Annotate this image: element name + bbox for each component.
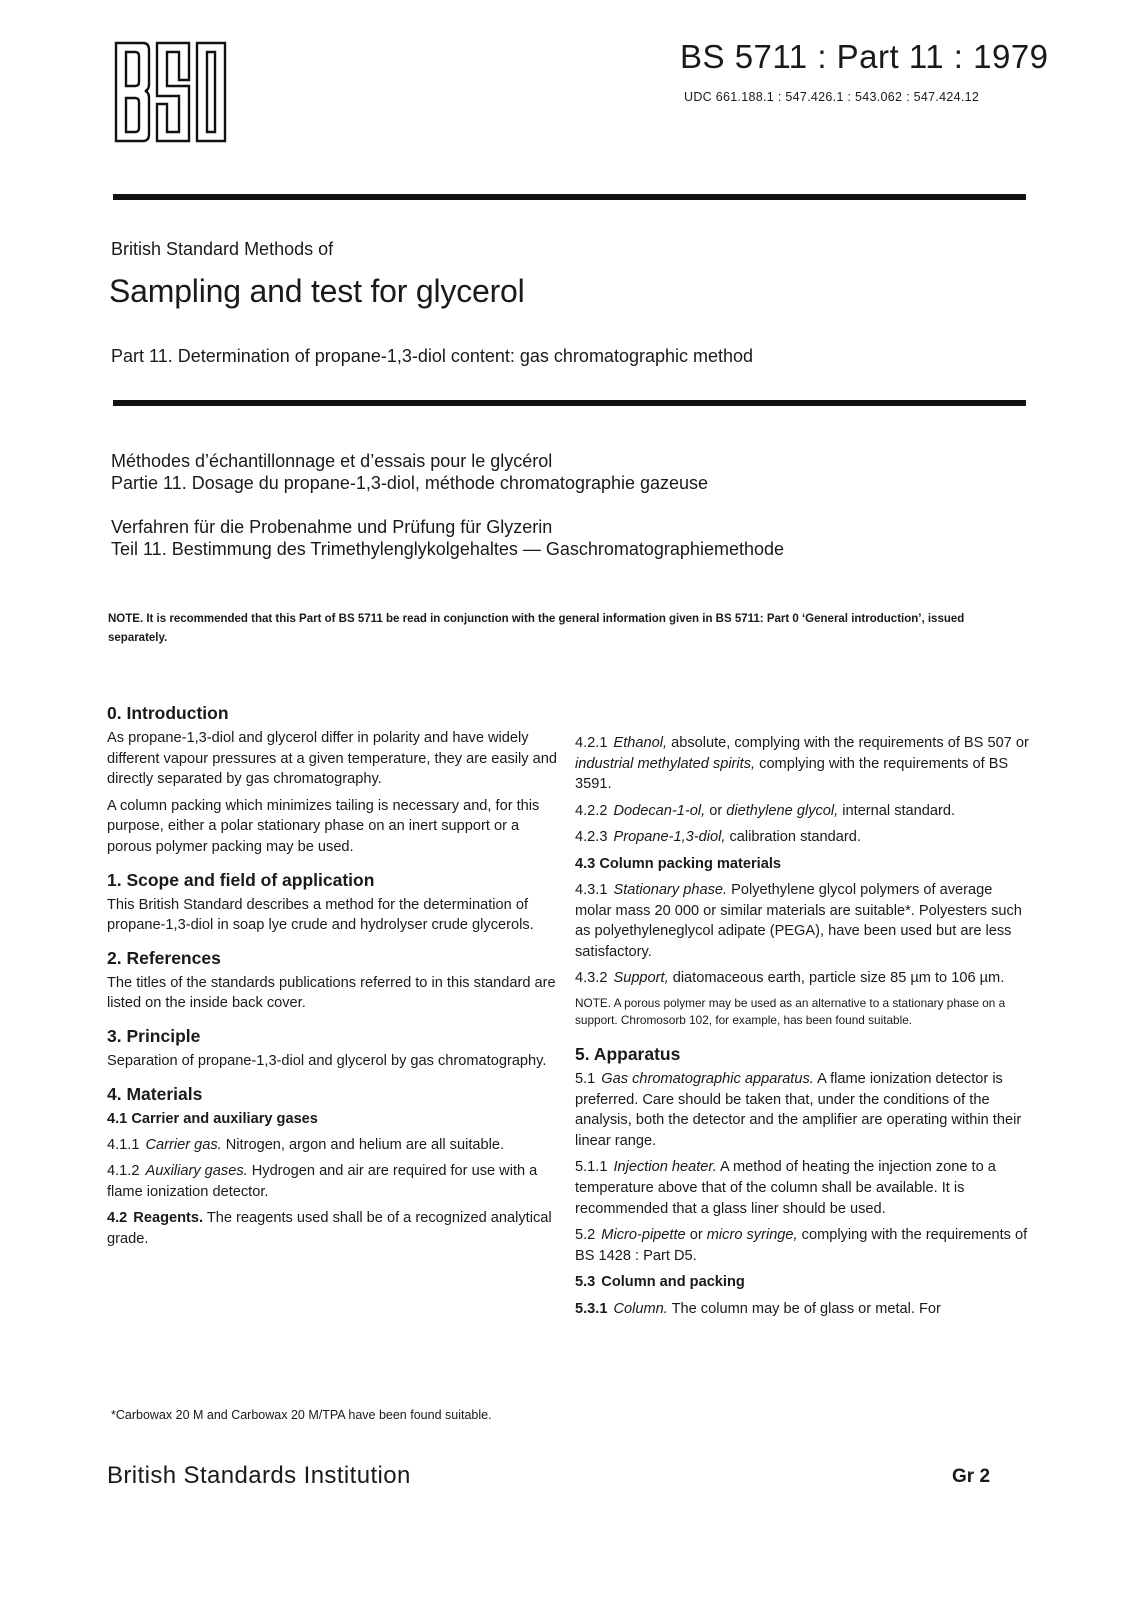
clause-note: NOTE. A porous polymer may be used as an alternative to a stationary phase on a support. Chromosorb 102, for example, has been found suitable. xyxy=(575,995,1006,1027)
paragraph: Separation of propane-1,3-diol and glycerol by gas chromatography. xyxy=(107,1052,547,1069)
paragraph: A column packing which minimizes tailing is necessary and, for this purpose, either a polar stationary phase on an inert support or a porous polymer packing may be used. xyxy=(107,797,540,855)
footnote: *Carbowax 20 M and Carbowax 20 M/TPA have been found suitable. xyxy=(111,1408,492,1422)
clause-4-1-1: 4.1.1 Carrier gas. Nitrogen, argon and helium are all suitable. xyxy=(107,1136,505,1153)
clause-4-2-3: 4.2.3 Propane-1,3-diol, calibration standard. xyxy=(575,829,861,846)
part-title: Part 11. Determination of propane-1,3-diol content: gas chromatographic method xyxy=(111,346,754,366)
clause-heading: 4.3 Column packing materials xyxy=(575,855,782,872)
price-group: Gr 2 xyxy=(952,1466,991,1487)
section-heading: 5. Apparatus xyxy=(575,1043,681,1064)
clause-4-2: 4.2 Reagents. The reagents used shall be of a recognized analytical grade. xyxy=(107,1210,552,1247)
section-introduction xyxy=(107,702,562,858)
section-scope xyxy=(107,869,562,936)
paragraph: This British Standard describes a method for the determination of propane-1,3-diol in soap lye crude and hydrolyser crude glycerols. xyxy=(107,896,534,934)
title-kicker: British Standard Methods of xyxy=(111,239,334,259)
bsi-logo-mark xyxy=(113,40,229,144)
right-column xyxy=(575,733,1030,1325)
french-title: Méthodes d’échantillonnage et d’essais pour le glycérol xyxy=(111,451,553,471)
clause-5-3-1: 5.3.1 Column. The column may be of glass or metal. For xyxy=(575,1300,941,1317)
section-heading: 1. Scope and field of application xyxy=(107,869,375,890)
left-column xyxy=(107,702,562,1261)
bsi-logo xyxy=(113,40,229,144)
clause-4-2-1: 4.2.1 Ethanol, absolute, complying with the requirements of BS 507 or industrial methylated spirits, complying with the requirements of BS 3591. xyxy=(575,735,1029,793)
clause-5-2: 5.2 Micro-pipette or micro syringe, complying with the requirements of BS 1428 : Part D5. xyxy=(575,1227,1028,1264)
german-title: Verfahren für die Probenahme und Prüfung für Glyzerin xyxy=(111,517,553,537)
divider-top xyxy=(113,194,1026,200)
clause-heading: 4.1 Carrier and auxiliary gases xyxy=(107,1110,318,1127)
footer-organisation: British Standards Institution xyxy=(107,1462,411,1489)
divider-bottom xyxy=(113,400,1026,406)
german-part: Teil 11. Bestimmung des Trimethylenglykolgehaltes — Gaschromatographiemethode xyxy=(111,539,785,559)
section-heading: 4. Materials xyxy=(107,1083,203,1104)
general-note: NOTE. It is recommended that this Part of BS 5711 be read in conjunction with the general information given in BS 5711: Part 0 ‘General introduction’, issued separately. xyxy=(108,613,965,644)
french-part: Partie 11. Dosage du propane-1,3-diol, méthode chromatographie gazeuse xyxy=(111,473,709,493)
section-principle xyxy=(107,1025,562,1072)
paragraph: As propane-1,3-diol and glycerol differ in polarity and have widely different vapour pressures at a given temperature, they are easily and directly separated by gas chromatography. xyxy=(107,730,557,788)
clause-5-1-1: 5.1.1 Injection heater. A method of heating the injection zone to a temperature above that of the column shall be available. It is recommended that a glass liner should be used. xyxy=(575,1159,996,1217)
clause-4-2-2: 4.2.2 Dodecan-1-ol, or diethylene glycol, internal standard. xyxy=(575,802,956,819)
document-title: Sampling and test for glycerol xyxy=(109,273,525,309)
section-heading: 2. References xyxy=(107,947,221,968)
clause-4-3-2: 4.3.2 Support, diatomaceous earth, particle size 85 µm to 106 µm. xyxy=(575,970,1005,987)
section-references xyxy=(107,947,562,1014)
udc-classification: UDC 661.188.1 : 547.426.1 : 543.062 : 547.424.12 xyxy=(684,90,980,104)
clause-5-1: 5.1 Gas chromatographic apparatus. A flame ionization detector is preferred. Care should be taken that, under the conditions of the analysis, both the detector and the amplifier are operating within their linear range. xyxy=(575,1070,1022,1149)
section-materials xyxy=(107,1083,562,1250)
paragraph: The titles of the standards publications referred to in this standard are listed on the inside back cover. xyxy=(107,974,556,1012)
section-heading: 0. Introduction xyxy=(107,703,229,723)
clause-5-3: 5.3 Column and packing xyxy=(575,1274,745,1291)
section-heading: 3. Principle xyxy=(107,1025,201,1046)
clause-4-1-2: 4.1.2 Auxiliary gases. Hydrogen and air are required for use with a flame ionization detector. xyxy=(107,1163,538,1200)
clause-4-3-1: 4.3.1 Stationary phase. Polyethylene glycol polymers of average molar mass 20 000 or similar materials are suitable*. Polyesters such as polyethyleneglycol adipate (PEGA), have been used but are less satisfactory. xyxy=(575,881,1022,960)
standard-number: BS 5711 : Part 11 : 1979 xyxy=(680,38,1049,75)
